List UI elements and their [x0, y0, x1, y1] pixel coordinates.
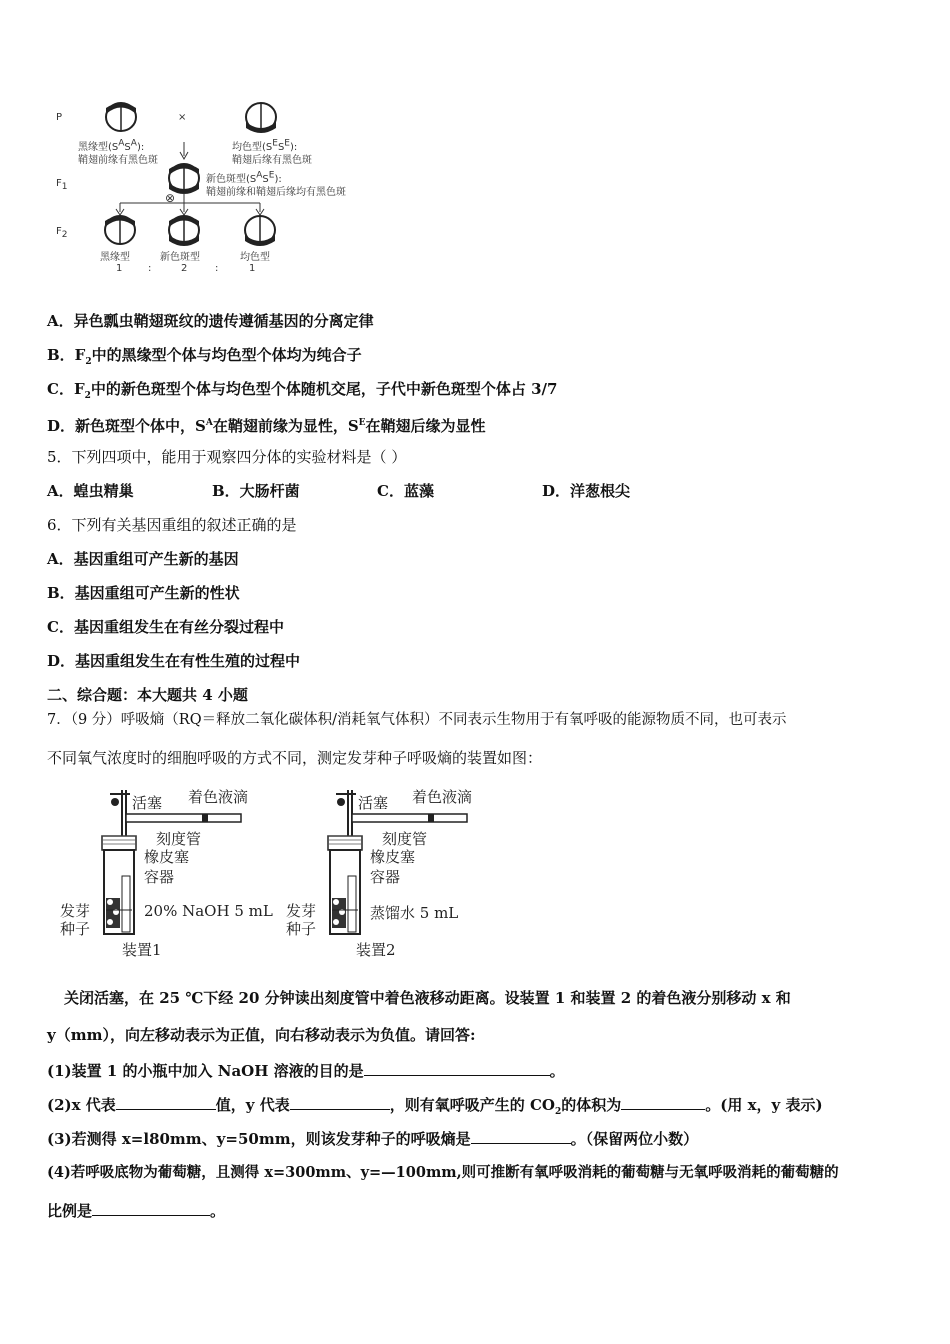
beetle-icon — [245, 216, 275, 246]
valve-label: 活塞 — [132, 794, 163, 812]
q4-option-b: B．$F_2$中的黑缘型个体与均色型个体均为纯合子 — [47, 346, 362, 367]
beetle-icon — [169, 164, 199, 194]
q4-option-a: A．异色瓢虫鞘翅斑纹的遗传遵循基因的分离定律 — [47, 312, 374, 330]
q7-sub2: (2)x 代表 值，y 代表 ，则有氧呼吸产生的 $CO_2$的体积为 。(用 x，y 表示) — [47, 1096, 823, 1117]
f2-ratio-value: 1 — [116, 263, 123, 274]
apparatus-caption: 装置1 — [122, 941, 162, 959]
f2-type-label: 均色型 — [240, 252, 270, 263]
f1-genotype: 新色斑型$(S^AS^E)$: — [206, 170, 282, 185]
seeds-label: 种子 — [60, 920, 91, 938]
f2-type-label: 新色斑型 — [160, 252, 200, 263]
parent1-genotype: 黑缘型$(S^AS^A)$: — [78, 138, 145, 153]
f2-type-label: 黑缘型 — [100, 252, 130, 263]
valve-label: 活塞 — [358, 794, 389, 812]
q5-option: D．洋葱根尖 — [542, 482, 631, 500]
container-label: 容器 — [370, 868, 401, 886]
apparatus-figure — [60, 782, 490, 967]
beetle-icon — [169, 216, 199, 246]
cross-figure — [50, 96, 380, 281]
tube-label: 刻度管 — [382, 830, 428, 848]
stopper-label: 橡皮塞 — [370, 848, 416, 866]
q6-stem: 6．下列有关基因重组的叙述正确的是 — [47, 516, 297, 534]
tube-label: 刻度管 — [156, 830, 202, 848]
answer-blank[interactable] — [116, 1095, 216, 1110]
q7-sub4-line1: (4)若呼吸底物为葡萄糖，且测得 x=300mm、y=—100mm,则可推断有氧呼吸消耗的葡萄糖与无氧呼吸消耗的葡萄糖的 — [47, 1164, 839, 1181]
seeds-label: 发芽 — [60, 902, 91, 920]
f2-ratio-colon: : — [215, 263, 219, 274]
parent1-description: 鞘翅前缘有黑色斑 — [78, 155, 158, 166]
q5-option: C．蓝藻 — [377, 482, 434, 500]
q6-option: D．基因重组发生在有性生殖的过程中 — [47, 652, 301, 670]
generation-f1-label: $F_1$ — [56, 178, 68, 192]
solution-label: 20% NaOH 5 mL — [144, 902, 273, 920]
q5-option: A．蝗虫精巢 — [47, 482, 134, 500]
answer-blank[interactable] — [364, 1061, 550, 1076]
seeds-label: 发芽 — [286, 902, 317, 920]
beetle-icon — [105, 216, 135, 244]
answer-blank[interactable] — [290, 1095, 390, 1110]
f2-ratio-value: 1 — [249, 263, 256, 274]
q4-option-d: D．新色斑型个体中，$S^A$在鞘翅前缘为显性，$S^E$在鞘翅后缘为显性 — [47, 417, 486, 435]
answer-blank[interactable] — [92, 1201, 210, 1216]
f2-ratio-value: 2 — [181, 263, 188, 274]
answer-blank[interactable] — [471, 1129, 571, 1144]
q7-sub1: (1)装置 1 的小瓶中加入 NaOH 溶液的目的是 。 — [47, 1062, 565, 1080]
droplet-label: 着色液滴 — [188, 788, 249, 806]
q5-option: B．大肠杆菌 — [212, 482, 300, 500]
container-label: 容器 — [144, 868, 175, 886]
solution-label: 蒸馏水 5 mL — [370, 904, 459, 922]
q4-option-c: C．$F_2$中的新色斑型个体与均色型个体随机交尾，子代中新色斑型个体占 3/7 — [47, 380, 558, 401]
stopper-label: 橡皮塞 — [144, 848, 190, 866]
parent2-genotype: 均色型$(S^ES^E)$: — [232, 138, 298, 153]
q7-sub3: (3)若测得 x=l80mm、y=50mm，则该发芽种子的呼吸熵是 。（保留两位小数） — [47, 1130, 699, 1148]
beetle-icon — [106, 103, 136, 131]
q7-paragraph-line1: 关闭活塞，在 25 ℃下经 20 分钟读出刻度管中着色液移动距离。设装置 1 和装置 2 的着色液分别移动 x 和 — [64, 989, 791, 1007]
q6-option: A．基因重组可产生新的基因 — [47, 550, 239, 568]
seeds-label: 种子 — [286, 920, 317, 938]
generation-p-label: P — [56, 112, 63, 123]
cross-symbol: × — [178, 112, 187, 123]
q7-sub4-line2: 比例是 。 — [47, 1202, 226, 1220]
q7-stem-line1: 7．（9 分）呼吸熵（RQ＝释放二氧化碳体积/消耗氧气体积）不同表示生物用于有氧呼吸的能源物质不同，也可表示 — [47, 712, 787, 728]
parent2-description: 鞘翅后缘有黑色斑 — [232, 155, 312, 166]
beetle-icon — [246, 103, 276, 133]
answer-blank[interactable] — [621, 1095, 705, 1110]
droplet-label: 着色液滴 — [412, 788, 473, 806]
apparatus-caption: 装置2 — [356, 941, 396, 959]
f2-ratio-colon: : — [148, 263, 152, 274]
generation-f2-label: $F_2$ — [56, 226, 68, 240]
q5-stem: 5．下列四项中，能用于观察四分体的实验材料是（ ） — [47, 448, 407, 466]
q7-paragraph-line2: y（mm），向左移动表示为正值，向右移动表示为负值。请回答: — [47, 1026, 476, 1044]
q6-option: C．基因重组发生在有丝分裂过程中 — [47, 618, 284, 636]
q7-stem-line2: 不同氧气浓度时的细胞呼吸的方式不同，测定发芽种子呼吸熵的装置如图： — [47, 749, 543, 767]
q6-option: B．基因重组可产生新的性状 — [47, 584, 240, 602]
section-heading: 二、综合题：本大题共 4 小题 — [47, 686, 248, 704]
selfing-symbol: ⊗ — [165, 191, 176, 205]
f1-description: 鞘翅前缘和鞘翅后缘均有黑色斑 — [206, 187, 346, 198]
